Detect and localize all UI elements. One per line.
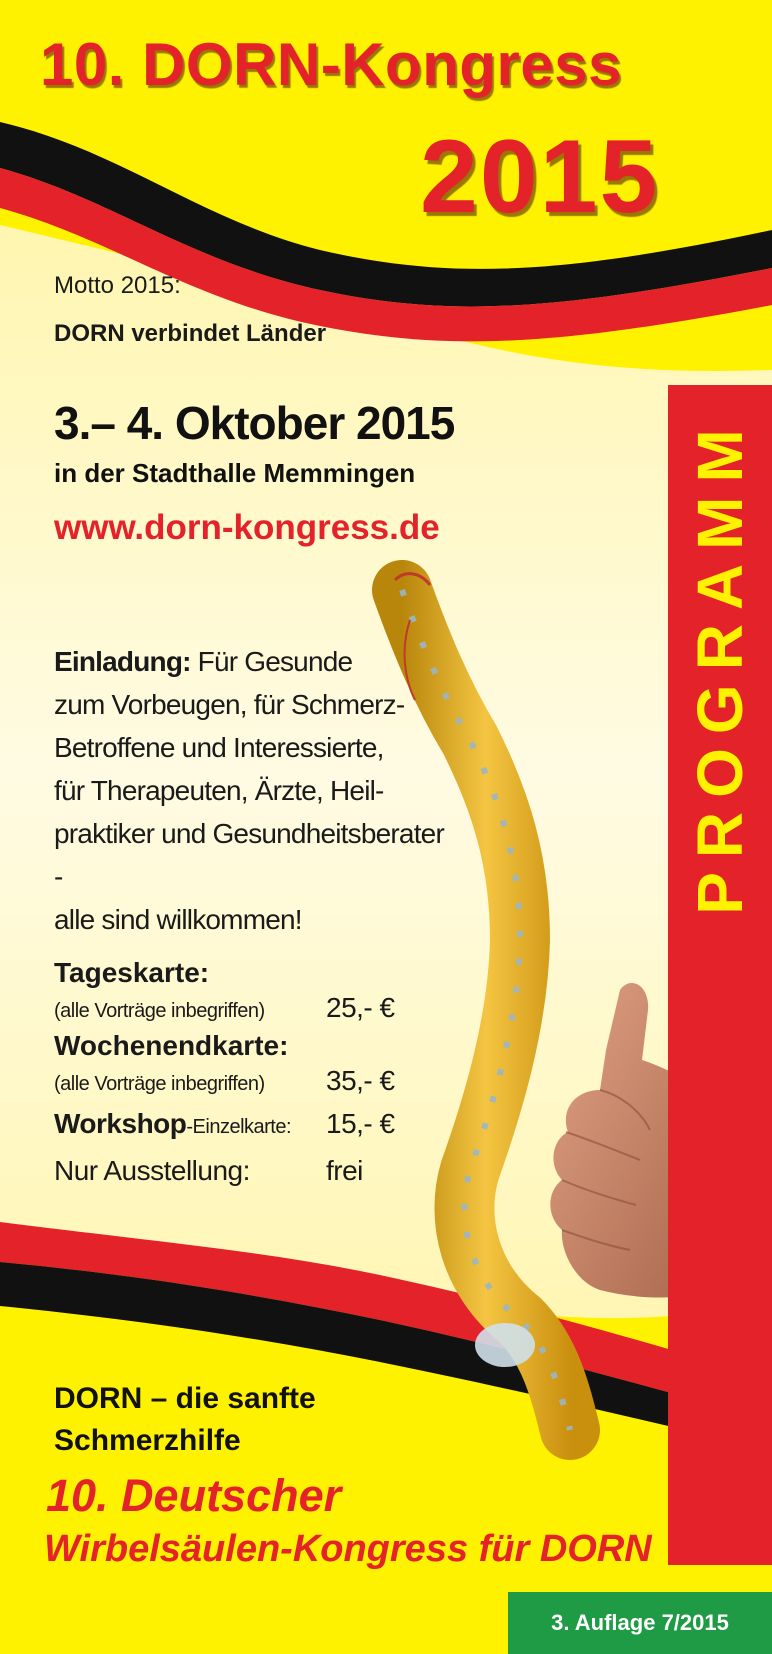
programm-label-wrap (672, 385, 768, 945)
workshop-price: 15,- € (326, 1108, 395, 1139)
tageskarte-price: 25,- € (326, 992, 395, 1023)
workshop-row (54, 1102, 454, 1149)
price-list (54, 956, 454, 1193)
ausstellung-price: frei (326, 1155, 363, 1186)
invitation-line: alle sind willkommen! (54, 904, 302, 935)
congress-title: 10. DORN-Kongress (40, 31, 622, 98)
invitation-line: Für Gesunde (190, 646, 353, 677)
motto-label: Motto 2015: (54, 272, 181, 299)
invitation-text (54, 640, 454, 941)
website-link[interactable]: www.dorn-kongress.de (54, 508, 440, 547)
event-venue: in der Stadthalle Memmingen (54, 458, 416, 488)
tageskarte-note: (alle Vorträge inbegriffen) (54, 1000, 265, 1022)
congress-subtitle-line2: Wirbelsäulen-Kongress für DORN (44, 1528, 652, 1570)
invitation-line: zum Vorbeugen, für Schmerz- (54, 689, 405, 720)
slogan-line: DORN – die sanfte (54, 1382, 316, 1415)
wochenendkarte-label: Wochenendkarte: (54, 1030, 289, 1061)
congress-year: 2015 (420, 119, 660, 235)
invitation-line: Betroffene und Interessierte, (54, 732, 384, 763)
programm-label: PROGRAMM (684, 415, 756, 915)
invitation-line: praktiker und Gesundheitsberater - (54, 818, 444, 892)
slogan (54, 1378, 316, 1462)
edition-badge: 3. Auflage 7/2015 (508, 1592, 772, 1654)
tageskarte-row (54, 990, 454, 1029)
wochenendkarte-row (54, 1063, 454, 1102)
motto-text: DORN verbindet Länder (54, 320, 327, 347)
wochenendkarte-note: (alle Vorträge inbegriffen) (54, 1073, 265, 1095)
workshop-suffix: -Einzelkarte: (186, 1116, 292, 1138)
invitation-line: für Therapeuten, Ärzte, Heil- (54, 775, 384, 806)
invitation-lead: Einladung: (54, 646, 191, 677)
slogan-line: Schmerzhilfe (54, 1424, 241, 1457)
congress-subtitle-line1: 10. Deutscher (46, 1470, 342, 1521)
ausstellung-row (54, 1149, 454, 1193)
event-date: 3.– 4. Oktober 2015 (54, 397, 455, 449)
wochenendkarte-price: 35,- € (326, 1065, 395, 1096)
ausstellung-label: Nur Ausstellung: (54, 1155, 250, 1186)
tageskarte-label: Tageskarte: (54, 957, 210, 988)
workshop-label: Workshop (54, 1108, 187, 1139)
